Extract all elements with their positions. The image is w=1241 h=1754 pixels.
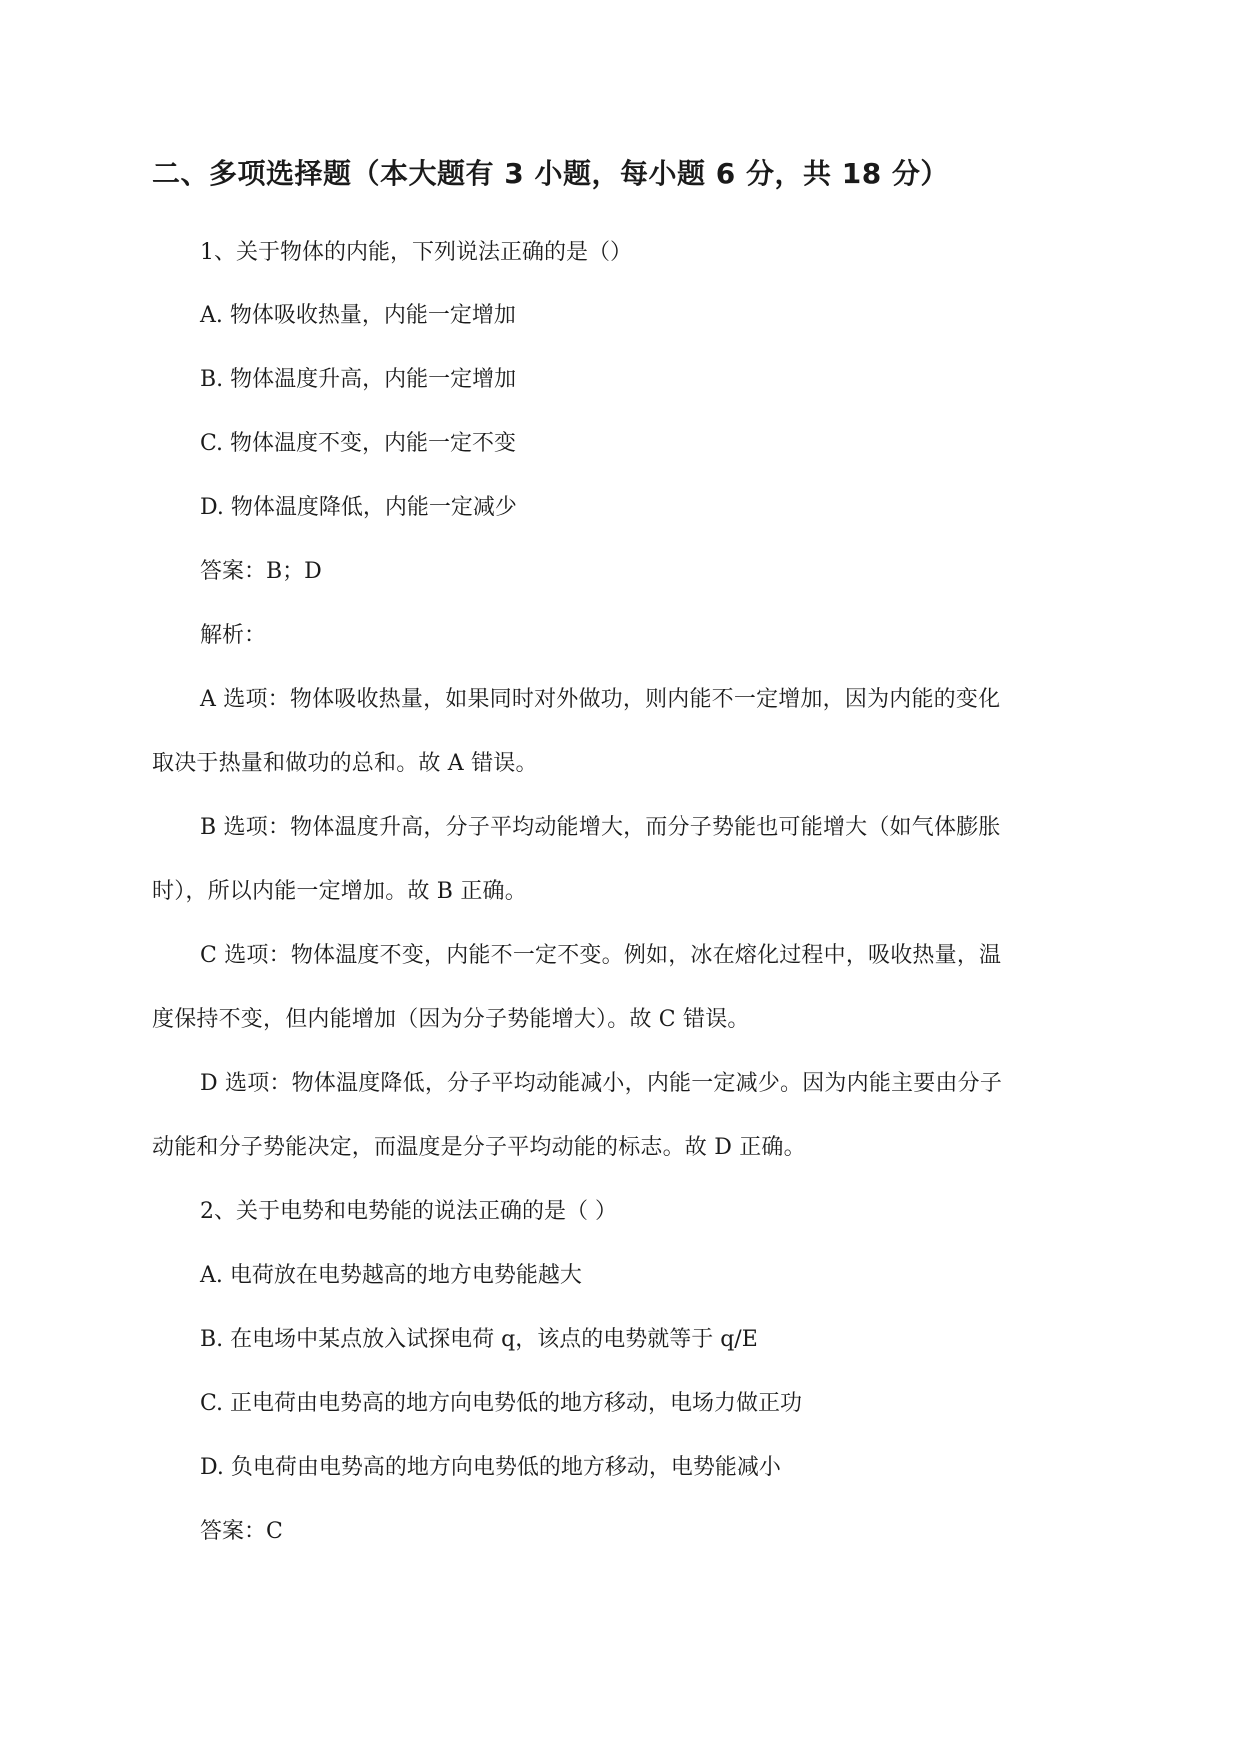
question-1-option-b: B. 物体温度升高，内能一定增加 xyxy=(200,367,517,392)
analysis-c-line-1: C 选项：物体温度不变，内能不一定不变。例如，冰在熔化过程中，吸收热量，温 xyxy=(200,943,1002,968)
question-2-stem: 2、关于电势和电势能的说法正确的是（ ） xyxy=(200,1199,617,1224)
question-1-analysis-label: 解析： xyxy=(200,623,267,648)
question-1-option-d: D. 物体温度降低，内能一定减少 xyxy=(200,495,517,520)
question-2-option-d: D. 负电荷由电势高的地方向电势低的地方移动，电势能减小 xyxy=(200,1455,781,1480)
question-2-option-b: B. 在电场中某点放入试探电荷 q，该点的电势就等于 q/E xyxy=(200,1327,758,1352)
analysis-b-line-2: 时），所以内能一定增加。故 B 正确。 xyxy=(152,879,527,904)
section-title: 二、多项选择题（本大题有 3 小题，每小题 6 分，共 18 分） xyxy=(152,157,949,190)
analysis-b-line-1: B 选项：物体温度升高，分子平均动能增大，而分子势能也可能增大（如气体膨胀 xyxy=(200,815,1001,840)
question-2-answer: 答案：C xyxy=(200,1519,283,1544)
analysis-a-line-2: 取决于热量和做功的总和。故 A 错误。 xyxy=(152,751,538,776)
question-1-stem: 1、关于物体的内能，下列说法正确的是（） xyxy=(200,240,632,265)
analysis-d-line-2: 动能和分子势能决定，而温度是分子平均动能的标志。故 D 正确。 xyxy=(152,1135,806,1160)
question-1-answer: 答案：B；D xyxy=(200,559,322,584)
question-2-option-a: A. 电荷放在电势越高的地方电势能越大 xyxy=(200,1263,582,1288)
analysis-a-line-1: A 选项：物体吸收热量，如果同时对外做功，则内能不一定增加，因为内能的变化 xyxy=(200,687,1001,712)
analysis-c-line-2: 度保持不变，但内能增加（因为分子势能增大）。故 C 错误。 xyxy=(152,1007,750,1032)
analysis-d-line-1: D 选项：物体温度降低，分子平均动能减小，内能一定减少。因为内能主要由分子 xyxy=(200,1071,1003,1096)
question-1-option-a: A. 物体吸收热量，内能一定增加 xyxy=(200,303,516,328)
question-1-option-c: C. 物体温度不变，内能一定不变 xyxy=(200,431,517,456)
question-2-option-c: C. 正电荷由电势高的地方向电势低的地方移动，电场力做正功 xyxy=(200,1391,803,1416)
